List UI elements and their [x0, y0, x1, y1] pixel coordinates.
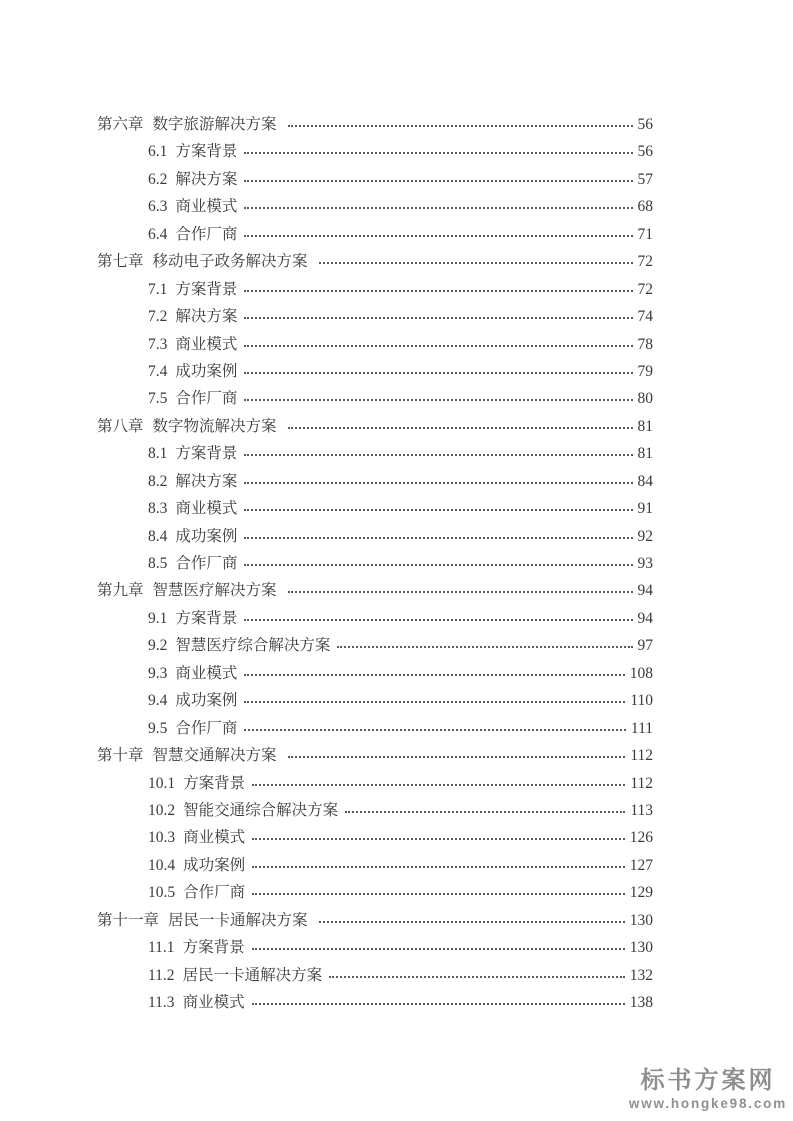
- watermark-site-name: 标书方案网: [640, 1067, 776, 1095]
- toc-chapter-title: 智慧交通解决方案: [152, 747, 277, 765]
- toc-page-number: 71: [637, 225, 653, 243]
- toc-item-title: 居民一卡通解决方案: [182, 966, 323, 984]
- toc-item-row: [97, 853, 653, 880]
- toc-item-number: 9.3: [148, 664, 168, 682]
- toc-page-number: 81: [637, 417, 653, 435]
- toc-page-number: 126: [629, 829, 653, 847]
- toc-item-row: [97, 332, 653, 359]
- dotted-leader: [244, 454, 632, 456]
- toc-item-row: [97, 139, 653, 166]
- toc-item-row: [97, 661, 653, 688]
- toc-item-row: [97, 935, 653, 962]
- dotted-leader: [319, 921, 625, 923]
- toc-item-title: 方案背景: [175, 280, 238, 298]
- toc-item-title: 智慧医疗综合解决方案: [175, 637, 331, 655]
- toc-item-number: 10.5: [148, 884, 176, 902]
- dotted-leader: [244, 290, 632, 292]
- toc-item-row: [97, 716, 653, 743]
- toc-page-number: 56: [637, 116, 653, 133]
- toc-item-row: [97, 688, 653, 715]
- dotted-leader: [244, 482, 632, 484]
- toc-item-number: 10.4: [148, 856, 176, 874]
- dotted-leader: [252, 893, 625, 895]
- toc-page-number: 57: [637, 170, 653, 188]
- toc-chapter-number: 第十一章: [97, 911, 160, 929]
- toc-item-number: 8.3: [148, 500, 168, 518]
- toc-item-number: 11.3: [148, 994, 175, 1011]
- toc-page-number: 93: [637, 555, 653, 572]
- toc-chapter-title: 居民一卡通解决方案: [168, 911, 308, 929]
- toc-item-number: 6.3: [148, 198, 168, 216]
- toc-chapter-row: [97, 112, 653, 139]
- dotted-leader: [244, 235, 632, 237]
- dotted-leader: [252, 866, 625, 868]
- toc-item-number: 11.2: [148, 966, 175, 984]
- toc-item-row: [97, 524, 653, 551]
- toc-page-number: 94: [637, 582, 653, 600]
- toc-page-number: 113: [630, 801, 653, 819]
- dotted-leader: [244, 207, 632, 209]
- toc-item-number: 10.2: [148, 801, 176, 819]
- dotted-leader: [288, 756, 626, 758]
- toc-item-title: 成功案例: [175, 362, 238, 380]
- toc-page-number: 97: [637, 637, 653, 655]
- toc-item-number: 8.5: [148, 555, 168, 572]
- toc-chapter-row: [97, 414, 653, 441]
- toc-item-title: 方案背景: [175, 609, 238, 627]
- toc-item-row: [97, 606, 653, 633]
- toc-item-number: 10.3: [148, 829, 176, 847]
- toc-item-row: [97, 771, 653, 798]
- toc-page-number: 129: [629, 884, 653, 902]
- toc-page-number: 130: [629, 911, 653, 929]
- dotted-leader: [244, 372, 632, 374]
- toc-page-number: 138: [629, 994, 653, 1011]
- toc-page-number: 72: [637, 280, 653, 298]
- toc-item-number: 7.5: [148, 390, 168, 408]
- toc-item-number: 7.4: [148, 362, 168, 380]
- toc-item-number: 6.4: [148, 225, 168, 243]
- toc-item-title: 商业模式: [175, 198, 238, 216]
- toc-page-number: 72: [637, 253, 653, 271]
- toc-item-title: 成功案例: [183, 856, 246, 874]
- toc-page-number: 56: [637, 143, 653, 161]
- table-of-contents: [97, 112, 653, 1017]
- watermark: [629, 1068, 787, 1112]
- toc-chapter-number: 第七章: [97, 253, 144, 271]
- toc-item-title: 解决方案: [175, 308, 238, 326]
- toc-item-row: [97, 222, 653, 249]
- toc-page-number: 78: [637, 335, 653, 353]
- dotted-leader: [244, 701, 625, 703]
- toc-page-number: 79: [637, 362, 653, 380]
- toc-page-number: 112: [630, 774, 653, 792]
- toc-page-number: 130: [629, 939, 653, 957]
- toc-item-title: 商业模式: [175, 664, 238, 682]
- toc-item-number: 9.5: [148, 719, 168, 737]
- toc-item-row: [97, 167, 653, 194]
- toc-item-title: 合作厂商: [175, 719, 238, 737]
- toc-item-title: 商业模式: [183, 829, 246, 847]
- toc-item-number: 6.1: [148, 143, 168, 161]
- toc-item-row: [97, 963, 653, 990]
- dotted-leader: [244, 399, 632, 401]
- dotted-leader: [244, 729, 626, 731]
- dotted-leader: [252, 838, 625, 840]
- dotted-leader: [244, 317, 632, 319]
- toc-chapter-row: [97, 578, 653, 605]
- toc-item-row: [97, 469, 653, 496]
- dotted-leader: [252, 948, 625, 950]
- toc-item-row: [97, 304, 653, 331]
- toc-item-row: [97, 277, 653, 304]
- toc-item-row: [97, 880, 653, 907]
- toc-item-row: [97, 386, 653, 413]
- toc-item-title: 合作厂商: [183, 884, 246, 902]
- toc-item-number: 6.2: [148, 170, 168, 188]
- toc-item-title: 方案背景: [175, 143, 238, 161]
- toc-page-number: 112: [630, 747, 653, 765]
- toc-item-row: [97, 441, 653, 468]
- toc-item-title: 商业模式: [175, 335, 238, 353]
- dotted-leader: [244, 152, 632, 154]
- toc-item-number: 9.4: [148, 692, 168, 710]
- toc-item-title: 商业模式: [182, 994, 245, 1011]
- toc-item-title: 方案背景: [182, 939, 245, 957]
- toc-item-row: [97, 551, 653, 578]
- toc-item-number: 8.4: [148, 527, 168, 545]
- toc-page-number: 68: [637, 198, 653, 216]
- toc-item-number: 9.1: [148, 609, 168, 627]
- dotted-leader: [252, 784, 625, 786]
- toc-item-number: 7.3: [148, 335, 168, 353]
- dotted-leader: [329, 976, 625, 978]
- toc-item-row: [97, 825, 653, 852]
- dotted-leader: [288, 125, 633, 127]
- toc-item-row: [97, 496, 653, 523]
- toc-chapter-number: 第六章: [97, 116, 144, 133]
- dotted-leader: [345, 811, 625, 813]
- toc-item-number: 9.2: [148, 637, 168, 655]
- toc-item-title: 方案背景: [175, 445, 238, 463]
- dotted-leader: [244, 180, 632, 182]
- toc-item-title: 成功案例: [175, 527, 238, 545]
- dotted-leader: [337, 646, 632, 648]
- toc-page-number: 132: [629, 966, 653, 984]
- toc-item-row: [97, 194, 653, 221]
- toc-item-number: 8.2: [148, 472, 168, 490]
- toc-item-title: 成功案例: [175, 692, 238, 710]
- toc-item-number: 8.1: [148, 445, 168, 463]
- dotted-leader: [244, 619, 632, 621]
- toc-chapter-number: 第九章: [97, 582, 144, 600]
- toc-page-number: 91: [637, 500, 653, 518]
- toc-item-title: 合作厂商: [175, 225, 238, 243]
- dotted-leader: [244, 537, 632, 539]
- toc-item-number: 11.1: [148, 939, 175, 957]
- toc-page-number: 94: [637, 609, 653, 627]
- dotted-leader: [244, 564, 632, 566]
- toc-chapter-number: 第八章: [97, 417, 144, 435]
- toc-item-title: 商业模式: [175, 500, 238, 518]
- toc-chapter-title: 移动电子政务解决方案: [152, 253, 308, 271]
- toc-page-number: 84: [637, 472, 653, 490]
- dotted-leader: [288, 427, 633, 429]
- toc-item-row: [97, 990, 653, 1017]
- toc-chapter-row: [97, 249, 653, 276]
- toc-chapter-row: [97, 743, 653, 770]
- toc-item-number: 7.2: [148, 308, 168, 326]
- toc-chapter-title: 数字物流解决方案: [152, 417, 277, 435]
- toc-chapter-row: [97, 908, 653, 935]
- toc-page-number: 111: [630, 719, 653, 737]
- toc-item-row: [97, 359, 653, 386]
- toc-page-number: 74: [637, 308, 653, 326]
- watermark-site-url: www.hongke98.com: [628, 1095, 787, 1111]
- toc-chapter-title: 智慧医疗解决方案: [152, 582, 277, 600]
- dotted-leader: [319, 262, 633, 264]
- toc-page-number: 92: [637, 527, 653, 545]
- toc-page-number: 80: [637, 390, 653, 408]
- toc-page-number: 110: [630, 692, 653, 710]
- dotted-leader: [252, 1003, 625, 1005]
- dotted-leader: [244, 674, 624, 676]
- toc-item-title: 合作厂商: [175, 390, 238, 408]
- toc-item-number: 7.1: [148, 280, 168, 298]
- toc-page-number: 108: [629, 664, 653, 682]
- dotted-leader: [244, 509, 632, 511]
- dotted-leader: [244, 345, 632, 347]
- toc-chapter-number: 第十章: [97, 747, 144, 765]
- toc-page-number: 127: [629, 856, 653, 874]
- toc-page-number: 81: [637, 445, 653, 463]
- dotted-leader: [288, 591, 633, 593]
- toc-item-title: 解决方案: [175, 170, 238, 188]
- toc-item-number: 10.1: [148, 774, 176, 792]
- toc-item-row: [97, 798, 653, 825]
- toc-item-title: 合作厂商: [175, 555, 238, 572]
- toc-item-title: 解决方案: [175, 472, 238, 490]
- toc-chapter-title: 数字旅游解决方案: [152, 116, 277, 133]
- toc-item-title: 方案背景: [183, 774, 246, 792]
- toc-item-row: [97, 633, 653, 660]
- toc-item-title: 智能交通综合解决方案: [183, 801, 339, 819]
